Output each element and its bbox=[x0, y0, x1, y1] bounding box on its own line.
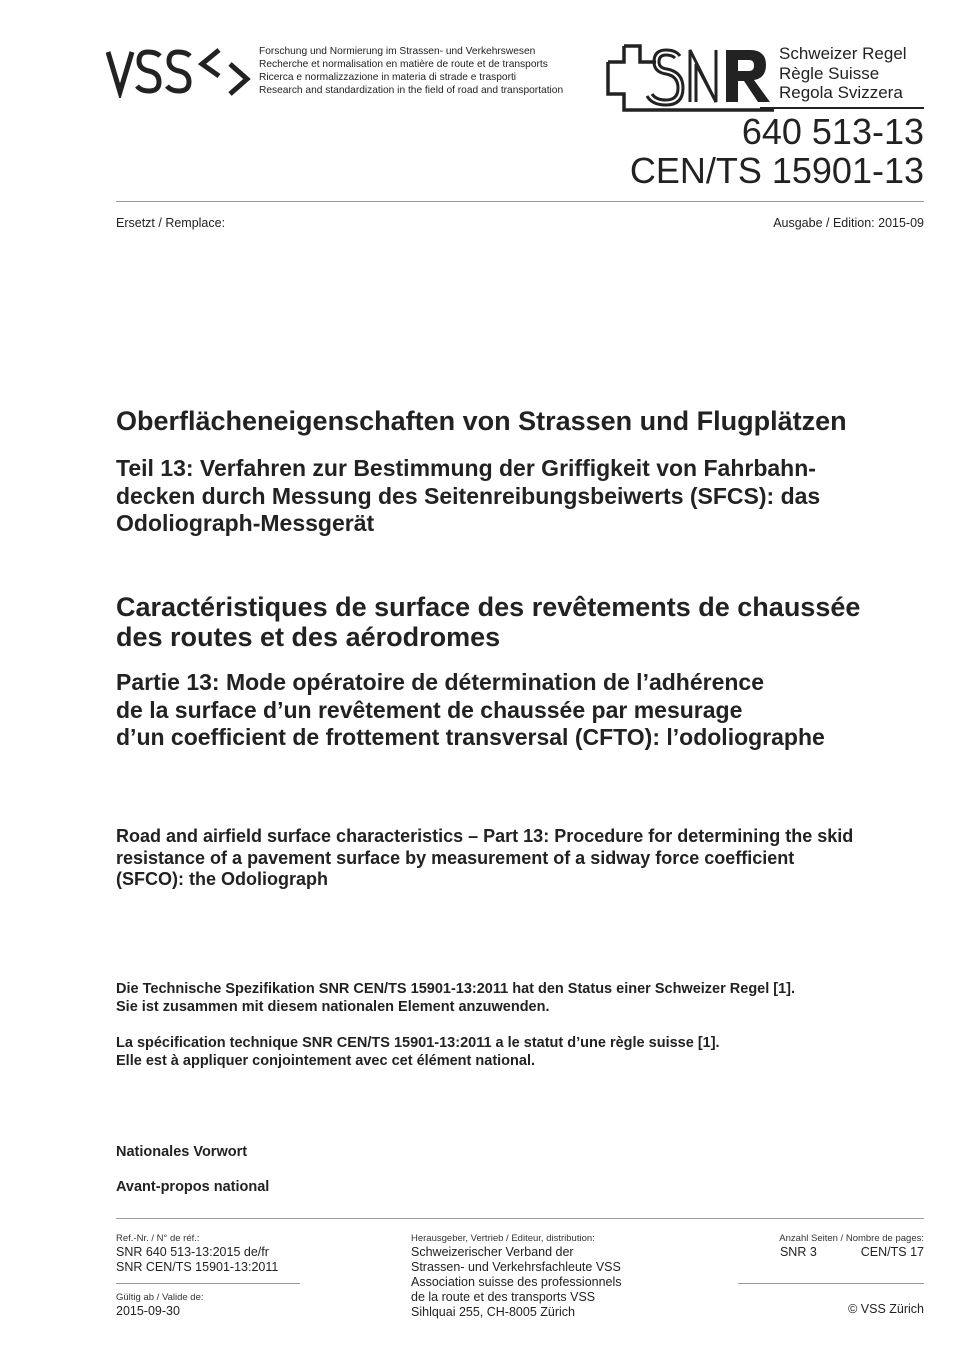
publisher-label: Herausgeber, Vertrieb / Editeur, distribution: bbox=[411, 1233, 595, 1244]
publisher-line: Strassen- und Verkehrsfachleute VSS bbox=[411, 1260, 621, 1274]
valid-date: 2015-09-30 bbox=[116, 1304, 180, 1318]
organisation-description bbox=[259, 45, 563, 97]
publisher-block bbox=[411, 1233, 622, 1320]
status-line: La spécification technique SNR CEN/TS 15901-13:2011 a le statut d’une règle suisse [1]. bbox=[116, 1035, 720, 1051]
status-line: Elle est à appliquer conjointement avec cet élément national. bbox=[116, 1053, 536, 1069]
document-number: 640 513-13 bbox=[741, 111, 924, 152]
german-subtitle-line: Odoliograph-Messgerät bbox=[116, 510, 375, 536]
english-title bbox=[116, 826, 936, 891]
reference-value: SNR 640 513-13:2015 de/fr bbox=[116, 1245, 269, 1259]
french-title-line: Caractéristiques de surface des revêtements de chaussée bbox=[116, 592, 861, 622]
french-subtitle-line: d’un coefficient de frottement transversal (CFTO): l’odoliographe bbox=[116, 724, 825, 750]
org-line-it: Ricerca e normalizzazione in materia di strade e trasporti bbox=[259, 72, 517, 83]
french-subtitle-line: de la surface d’un revêtement de chaussée par mesurage bbox=[116, 696, 743, 723]
org-line-en: Research and standardization in the field of road and transportation bbox=[259, 85, 564, 96]
publisher-line: Association suisse des professionnels bbox=[411, 1275, 622, 1289]
rule-type bbox=[779, 44, 907, 103]
footer-divider bbox=[116, 1218, 924, 1219]
german-subtitle-line: Teil 13: Verfahren zur Bestimmung der Griffigkeit von Fahrbahn- bbox=[116, 455, 816, 481]
national-foreword-de: Nationales Vorwort bbox=[116, 1144, 248, 1160]
reference-label: Ref.-Nr. / N° de réf.: bbox=[116, 1233, 200, 1244]
publisher-line: Schweizerischer Verband der bbox=[411, 1245, 574, 1259]
french-subtitle-line: Partie 13: Mode opératoire de détermination de l’adhérence bbox=[116, 669, 765, 695]
national-foreword-fr: Avant-propos national bbox=[116, 1179, 270, 1195]
page-count-row bbox=[779, 1245, 924, 1260]
replaces-label: Ersetzt / Remplace: bbox=[116, 216, 226, 230]
page-count-block bbox=[779, 1233, 924, 1260]
validity-block bbox=[116, 1292, 204, 1319]
french-subtitle bbox=[116, 669, 936, 752]
french-title bbox=[116, 592, 936, 652]
status-line: Sie ist zusammen mit diesem nationalen Element anzuwenden. bbox=[116, 999, 550, 1015]
reference-divider bbox=[116, 1283, 300, 1284]
german-subtitle-line: decken durch Messung des Seitenreibungsbeiwerts (SFCS): das bbox=[116, 482, 821, 509]
org-line-de: Forschung und Normierung im Strassen- und Verkehrswesen bbox=[259, 46, 536, 57]
rule-type-it: Regola Svizzera bbox=[779, 83, 903, 102]
english-title-line: Road and airfield surface characteristics – Part 13: Procedure for determining the skid bbox=[116, 826, 854, 846]
rule-type-fr: Règle Suisse bbox=[779, 63, 880, 83]
page-count-divider bbox=[738, 1283, 924, 1284]
header-divider bbox=[116, 201, 924, 202]
page-count-snr: SNR 3 bbox=[779, 1245, 817, 1259]
page-count-cen: CEN/TS 17 bbox=[860, 1245, 924, 1259]
cen-number: CEN/TS 15901-13 bbox=[629, 150, 924, 191]
valid-label: Gültig ab / Valide de: bbox=[116, 1292, 204, 1303]
org-line-fr: Recherche et normalisation en matière de route et de transports bbox=[259, 59, 548, 70]
rule-type-de: Schweizer Regel bbox=[779, 44, 907, 63]
german-subtitle bbox=[116, 455, 936, 538]
french-title-line: des routes et des aérodromes bbox=[116, 622, 501, 652]
reference-block bbox=[116, 1233, 278, 1275]
english-title-line: (SFCO): the Odoliograph bbox=[116, 869, 328, 889]
status-statement-fr bbox=[116, 1034, 936, 1070]
publisher-line: de la route et des transports VSS bbox=[411, 1290, 596, 1304]
status-statement-de bbox=[116, 980, 936, 1016]
reference-value: SNR CEN/TS 15901-13:2011 bbox=[116, 1260, 279, 1274]
german-title: Oberflächeneigenschaften von Strassen und Flugplätzen bbox=[116, 406, 847, 436]
copyright: © VSS Zürich bbox=[848, 1302, 924, 1316]
snr-logo bbox=[598, 42, 778, 114]
status-line: Die Technische Spezifikation SNR CEN/TS 15901-13:2011 hat den Status einer Schweizer Regel [1]. bbox=[116, 981, 796, 997]
vss-logo bbox=[106, 44, 252, 98]
publisher-address: Sihlquai 255, CH-8005 Zürich bbox=[411, 1305, 575, 1319]
page-count-label: Anzahl Seiten / Nombre de pages: bbox=[779, 1233, 924, 1244]
edition-label: Ausgabe / Edition: 2015-09 bbox=[773, 216, 924, 230]
logo-underline bbox=[760, 107, 924, 109]
english-title-line: resistance of a pavement surface by measurement of a sidway force coefficient bbox=[116, 847, 795, 868]
